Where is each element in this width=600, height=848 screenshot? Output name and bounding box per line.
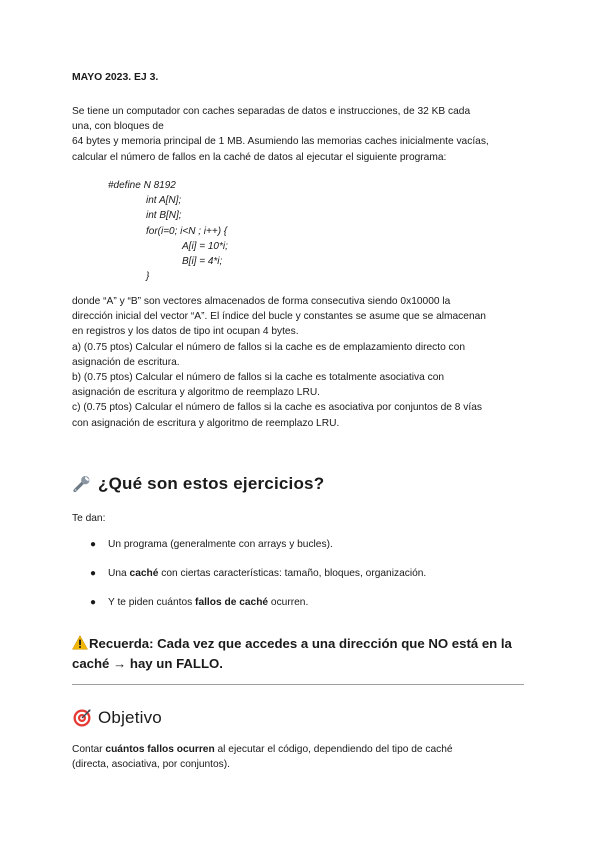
code-line: B[i] = 4*i;: [182, 256, 223, 268]
exam-title: MAYO 2023. EJ 3.: [72, 72, 159, 83]
question-a: a) (0.75 ptos) Calcular el número de fallos si la cache es de emplazamiento directo con: [72, 341, 465, 353]
exam-statement: [72, 294, 534, 431]
exam-intro: [72, 104, 532, 165]
te-dan-label: Te dan:: [72, 513, 106, 524]
bullet-text: [108, 595, 308, 610]
bullet-text-part: Una: [108, 568, 130, 579]
code-line: int B[N];: [146, 210, 182, 222]
objective-bold: cuántos fallos ocurren: [105, 744, 215, 755]
intro-line: calcular el número de fallos en la caché de datos al ejecutar el siguiente programa:: [72, 151, 447, 163]
reminder-line-1: Recuerda: Cada vez que accedes a una dirección que NO está en la: [89, 636, 512, 651]
code-line: int A[N];: [146, 195, 182, 207]
wrench-icon: [72, 474, 92, 494]
target-icon: [72, 708, 92, 728]
question-a-cont: asignación de escritura.: [72, 356, 180, 368]
bullet-bold-misses: fallos de caché: [195, 597, 269, 608]
statement-line: dirección inicial del vector “A”. El índice del bucle y constantes se asume que se almacenan: [72, 311, 486, 323]
bullet-list: [90, 537, 520, 624]
bullet-text: Un programa (generalmente con arrays y bucles).: [108, 539, 333, 550]
intro-line: Se tiene un computador con caches separadas de datos e instrucciones, de 32 KB cada: [72, 106, 471, 117]
objective-line: [72, 742, 532, 757]
reminder-line-2: caché → hay un FALLO.: [72, 656, 223, 671]
bullet-text-part: Y te piden cuántos: [108, 597, 196, 608]
statement-line: en registros y los datos de tipo int ocupan 4 bytes.: [72, 326, 299, 338]
statement-line: donde “A” y “B” son vectores almacenados de forma consecutiva siendo 0x10000 la: [72, 296, 451, 307]
bullet-text-part: con ciertas características: tamaño, bloques, organización.: [158, 568, 427, 579]
objective-line: (directa, asociativa, por conjuntos).: [72, 759, 230, 771]
bullet-dot: ●: [90, 539, 97, 550]
bullet-dot: ●: [90, 568, 97, 579]
code-line: }: [146, 271, 150, 283]
warning-icon: [72, 635, 88, 650]
question-c-cont: con asignación de escritura y algoritmo de reemplazo LRU.: [72, 417, 340, 429]
code-line: A[i] = 10*i;: [182, 240, 228, 252]
code-line: #define N 8192: [108, 180, 176, 191]
intro-line: una, con bloques de: [72, 121, 164, 133]
bullet-dot: ●: [90, 597, 97, 608]
question-b-cont: asignación de escritura y algoritmo de reemplazo LRU.: [72, 387, 321, 399]
bullet-bold-cache: caché: [129, 568, 159, 579]
objective-text: [72, 742, 532, 772]
exercises-heading: [72, 474, 324, 494]
list-item: [90, 595, 520, 610]
question-b: b) (0.75 ptos) Calcular el número de fallos si la cache es totalmente asociativa con: [72, 372, 445, 384]
intro-line: 64 bytes y memoria principal de 1 MB. Asumiendo las memorias caches inicialmente vacías,: [72, 136, 489, 148]
exercises-heading-text: ¿Qué son estos ejercicios?: [98, 474, 325, 493]
objective-text-part: al ejecutar el código, dependiendo del tipo de caché: [214, 744, 453, 755]
bullet-text-part: ocurren.: [268, 597, 309, 608]
divider: [72, 684, 524, 685]
code-line: for(i=0; i<N ; i++) {: [146, 225, 228, 237]
objective-text-part: Contar: [72, 744, 106, 755]
question-c: c) (0.75 ptos) Calcular el número de fallos si la cache es asociativa por conjuntos de 8 vías: [72, 402, 482, 414]
list-item: [90, 537, 520, 552]
list-item: [90, 566, 520, 581]
code-block: [72, 178, 228, 284]
objective-heading-text: Objetivo: [98, 708, 162, 727]
objective-heading: [72, 708, 162, 728]
reminder-callout: [72, 634, 532, 674]
bullet-text: [108, 566, 426, 581]
